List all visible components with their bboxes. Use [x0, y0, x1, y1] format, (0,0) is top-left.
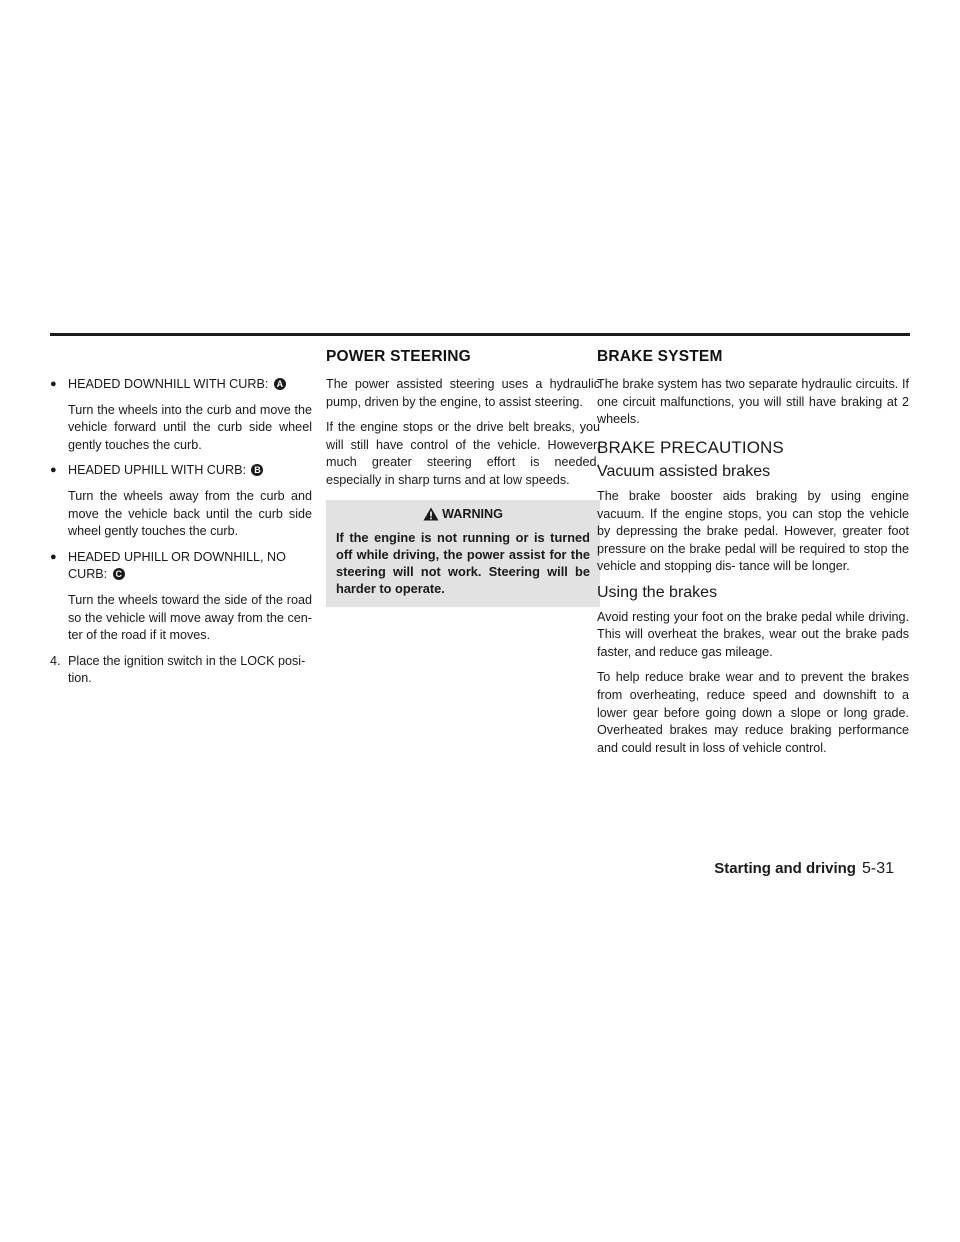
paragraph: The brake booster aids braking by using engine vacuum. If the engine stops, you can stop the vehicle by depressing the brake pedal. However, greater foot pressure on the brake pedal will be required to stop the vehicle and stopping dis- tance will be longer. [597, 488, 909, 574]
circle-letter-b-icon: B [251, 464, 263, 476]
bullet-text: Turn the wheels toward the side of the road so the vehicle will move away from the cen- ter of the road if it moves. [68, 592, 312, 643]
bullet-icon: ● [50, 464, 57, 477]
section-title-power-steering: POWER STEERING [326, 348, 471, 365]
bullet-text: Turn the wheels into the curb and move the vehicle forward until the curb side wheel gently touches the curb. [68, 402, 312, 452]
warning-label: WARNING [442, 506, 503, 521]
warning-text: If the engine is not running or is turned off while driving, the power assist for the steering will not work. Steering will be harder to operate. [336, 530, 590, 597]
bullet-uphill-with-curb [50, 462, 312, 480]
warning-box [326, 500, 600, 608]
paragraph: The power assisted steering uses a hydraulic pump, driven by the engine, to assist steering. [326, 377, 600, 409]
step-text: Place the ignition switch in the LOCK posi- tion. [68, 653, 306, 686]
header-rule [50, 333, 910, 336]
warning-header [336, 506, 590, 524]
bullet-downhill-with-curb [50, 376, 312, 394]
subheading-using-the-brakes: Using the brakes [597, 583, 718, 601]
column-parking-instructions [50, 376, 312, 688]
bullet-no-curb [50, 549, 312, 584]
circle-letter-a-icon: A [274, 378, 286, 390]
paragraph: The brake system has two separate hydraulic circuits. If one circuit malfunctions, you will still have braking at 2 wheels. [597, 377, 909, 427]
subheading-vacuum-assisted-brakes: Vacuum assisted brakes [597, 463, 771, 481]
bullet-icon: ● [50, 550, 57, 563]
step-4 [50, 653, 312, 688]
bullet-title: HEADED DOWNHILL WITH CURB: [68, 377, 269, 391]
column-brake-system [597, 376, 909, 765]
warning-triangle-icon [423, 507, 439, 521]
page-number: 5-31 [861, 860, 894, 877]
paragraph: Avoid resting your foot on the brake pedal while driving. This will overheat the brakes, wear out the brake pads faster, and reduce gas mileage. [597, 609, 909, 659]
heading-brake-precautions: BRAKE PRECAUTIONS [597, 437, 784, 457]
step-number: 4. [50, 653, 61, 668]
paragraph: To help reduce brake wear and to prevent the brakes from overheating, reduce speed and downshift to a lower gear before going down a slope or long grade. Overheated brakes may reduce braking performance and could result in loss of vehicle control. [597, 670, 909, 755]
footer-section-name: Starting and driving [714, 860, 856, 877]
bullet-text: Turn the wheels away from the curb and move the vehicle back until the curb side wheel gently touches the curb. [68, 488, 312, 539]
column-power-steering [326, 376, 600, 607]
paragraph: If the engine stops or the drive belt breaks, you will still have control of the vehicle. However, much greater steering effort is needed, especially in sharp turns and at low speeds. [326, 420, 600, 487]
page-footer [714, 860, 894, 878]
section-title-brake-system: BRAKE SYSTEM [597, 348, 723, 365]
bullet-icon: ● [50, 378, 57, 390]
circle-letter-c-icon: C [113, 568, 125, 580]
bullet-title: HEADED UPHILL WITH CURB: [68, 463, 246, 478]
bullet-title: HEADED UPHILL OR DOWNHILL, NO CURB: [68, 549, 286, 582]
